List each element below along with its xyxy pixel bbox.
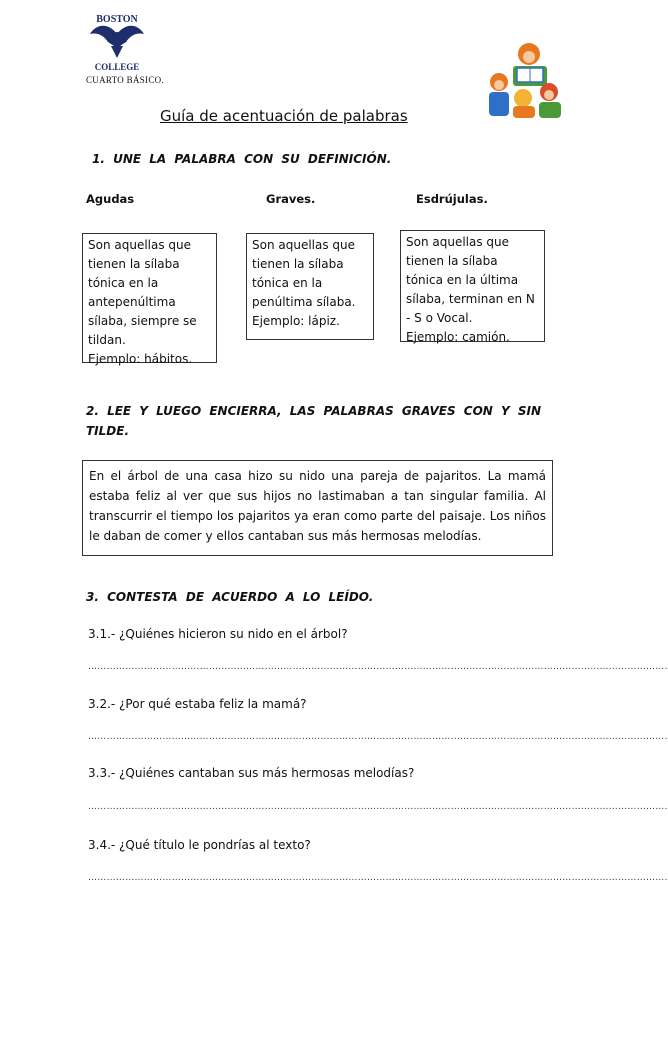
section-3-heading: 3. CONTESTA DE ACUERDO A LO LEÍDO. bbox=[86, 590, 374, 604]
definition-line: Ejemplo: hábitos. bbox=[88, 352, 193, 366]
boston-college-logo bbox=[86, 8, 148, 74]
definition-line: Ejemplo: camión. bbox=[406, 330, 510, 344]
definition-line: tónica en la bbox=[252, 276, 323, 290]
question-3-3: 3.3.- ¿Quiénes cantaban sus más hermosas melodías? bbox=[88, 766, 415, 780]
answer-line-3-4[interactable]: ……………………………………………………………………………………………………………………………………………………………………. bbox=[88, 873, 668, 883]
question-3-1: 3.1.- ¿Quiénes hicieron su nido en el árbol? bbox=[88, 627, 348, 641]
svg-text:COLLEGE: COLLEGE bbox=[94, 62, 140, 72]
question-3-2: 3.2.- ¿Por qué estaba feliz la mamá? bbox=[88, 697, 307, 711]
definition-line: Son aquellas que bbox=[252, 238, 356, 252]
definition-line: - S o Vocal. bbox=[406, 311, 473, 325]
definition-box-1 bbox=[82, 233, 217, 366]
definition-line: penúltima sílaba. bbox=[252, 295, 356, 309]
definition-line: Ejemplo: lápiz. bbox=[252, 314, 340, 328]
definition-line: Son aquellas que bbox=[406, 235, 510, 249]
answer-line-3-1[interactable]: ……………………………………………………………………………………………………………………………………………………………………. bbox=[88, 662, 668, 672]
school-grade-label: CUARTO BÁSICO. bbox=[86, 75, 165, 85]
definition-line: tildan. bbox=[88, 333, 126, 347]
label-esdrujulas: Esdrújulas. bbox=[416, 192, 488, 206]
definition-line: sílaba, terminan en N bbox=[406, 292, 535, 306]
definition-line: antepenúltima bbox=[88, 295, 176, 309]
definition-line: tónica en la bbox=[88, 276, 159, 290]
definition-line: tienen la sílaba bbox=[252, 257, 344, 271]
reading-passage: En el árbol de una casa hizo su nido una pareja de pajaritos. La mamá estaba feliz al ver que sus hijos no lastimaban a tan singular familia. Al transcurrir el tiempo los pajaritos ya eran como parte del paisaje. Los niños le daban de comer y ellos cantaban sus más hermosas melodías. bbox=[82, 460, 553, 556]
definition-line: tienen la sílaba bbox=[88, 257, 180, 271]
definition-line: tienen la sílaba bbox=[406, 254, 498, 268]
question-3-4: 3.4.- ¿Qué título le pondrías al texto? bbox=[88, 838, 311, 852]
answer-line-3-3[interactable]: ……………………………………………………………………………………………………………………………………………………………………. bbox=[88, 802, 668, 812]
label-graves: Graves. bbox=[266, 192, 316, 206]
page-title: Guía de acentuación de palabras bbox=[160, 107, 408, 125]
svg-text:BOSTON: BOSTON bbox=[96, 14, 138, 25]
section-1-heading: 1. UNE LA PALABRA CON SU DEFINICIÓN. bbox=[92, 152, 392, 166]
definition-line: Son aquellas que bbox=[88, 238, 192, 252]
label-agudas: Agudas bbox=[86, 192, 135, 206]
definition-box-3 bbox=[400, 230, 545, 342]
children-reading-illustration bbox=[485, 40, 565, 120]
section-2-heading: 2. LEE Y LUEGO ENCIERRA, LAS PALABRAS GRAVES CON Y SIN TILDE. bbox=[86, 404, 542, 438]
definition-box-2 bbox=[246, 233, 374, 340]
answer-line-3-2[interactable]: ……………………………………………………………………………………………………………………………………………………………………. bbox=[88, 732, 668, 742]
definition-line: tónica en la última bbox=[406, 273, 519, 287]
definition-line: sílaba, siempre se bbox=[88, 314, 197, 328]
